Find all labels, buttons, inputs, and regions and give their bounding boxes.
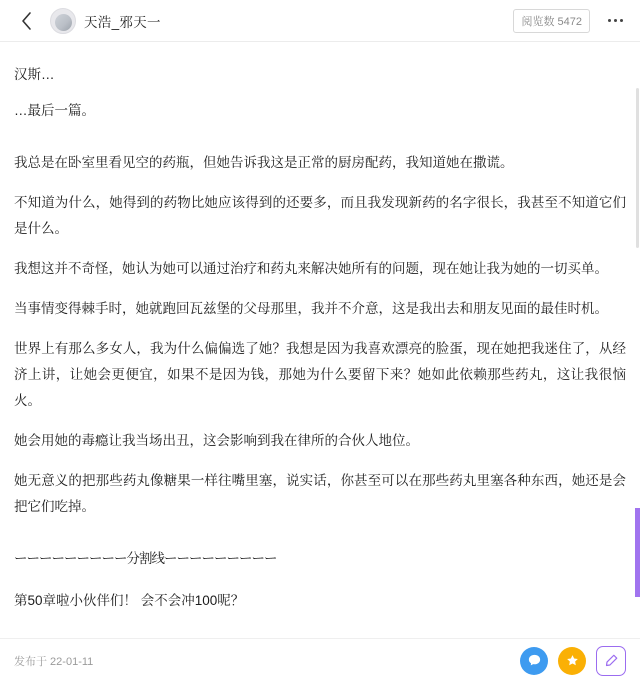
right-edge-accent bbox=[635, 508, 640, 597]
star-icon bbox=[565, 653, 580, 668]
more-horizontal-icon bbox=[620, 19, 623, 22]
read-count-badge[interactable]: 阅览数 5472 bbox=[513, 9, 590, 33]
edit-fab[interactable] bbox=[596, 646, 626, 676]
avatar[interactable] bbox=[50, 8, 76, 34]
author-name: 天浩_邪天一 bbox=[84, 14, 161, 30]
app-footer bbox=[0, 638, 640, 682]
more-options-button[interactable] bbox=[604, 10, 626, 32]
article-content[interactable] bbox=[0, 42, 640, 638]
article-paragraph: 我总是在卧室里看见空的药瓶，但她告诉我这是正常的厨房配药，我知道她在撒谎。 bbox=[14, 155, 514, 170]
author-note: 第50章啦小伙伴们！ 会不会冲100呢？ bbox=[14, 593, 245, 608]
article-paragraph: 世界上有那么多女人，我为什么偏偏选了她？我想是因为我喜欢漂亮的脸蛋，现在她把我迷住了，从经济上讲，让她会更便宜，如果不是因为钱，那她为什么要留下来？她如此依赖那些药丸，这让我很恼火。 bbox=[14, 341, 626, 408]
more-horizontal-icon bbox=[614, 19, 617, 22]
favorite-fab[interactable] bbox=[558, 647, 586, 675]
app-header bbox=[0, 0, 640, 42]
comment-fab[interactable] bbox=[520, 647, 548, 675]
scrollbar-thumb[interactable] bbox=[636, 88, 639, 248]
section-divider-text: ーーーーーーーーー分割线ーーーーーーーーー bbox=[14, 551, 277, 566]
article-paragraph: 不知道为什么，她得到的药物比她应该得到的还要多，而且我发现新药的名字很长，我甚至不知道它们是什么。 bbox=[14, 195, 626, 236]
edit-icon bbox=[604, 653, 619, 668]
article-paragraph: 她无意义的把那些药丸像糖果一样往嘴里塞，说实话，你甚至可以在那些药丸里塞各种东西，她还是会把它们吃掉。 bbox=[14, 473, 626, 514]
article-paragraph: 汉斯… bbox=[14, 67, 55, 82]
chevron-left-icon bbox=[21, 12, 32, 30]
article-paragraph: 当事情变得棘手时，她就跑回瓦兹堡的父母那里，我并不介意，这是我出去和朋友见面的最佳时机。 bbox=[14, 301, 608, 316]
more-horizontal-icon bbox=[608, 19, 611, 22]
publish-date: 发布于 22-01-11 bbox=[14, 655, 94, 668]
article-paragraph: 我想这并不奇怪，她认为她可以通过治疗和药丸来解决她所有的问题，现在她让我为她的一切买单。 bbox=[14, 261, 608, 276]
article-paragraph: …最后一篇。 bbox=[14, 103, 95, 118]
action-buttons bbox=[520, 646, 626, 676]
comment-icon bbox=[527, 653, 542, 668]
back-button[interactable] bbox=[14, 9, 38, 33]
author-block[interactable] bbox=[50, 8, 161, 34]
article-paragraph: 她会用她的毒瘾让我当场出丑，这会影响到我在律所的合伙人地位。 bbox=[14, 433, 419, 448]
